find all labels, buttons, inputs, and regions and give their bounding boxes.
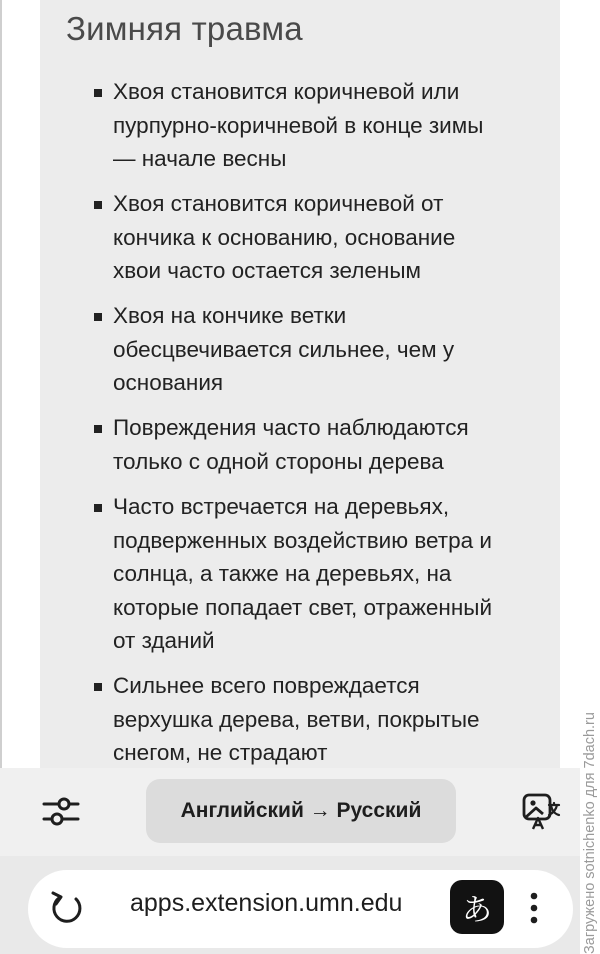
section-title: Зимняя травма (66, 10, 303, 47)
list-item-text: Хвоя становится коричневой или пурпурно-коричневой в конце зимы — начале весны (113, 79, 484, 171)
translate-glyph: あ (462, 893, 492, 928)
watermark-text: Загружено sotnichenko для 7dach.ru (582, 712, 598, 954)
bullet-square-icon (94, 89, 102, 97)
image-translate-icon (519, 789, 563, 833)
list-item-text: Часто встречается на деревьях, подверженных воздействию ветра и солнца, а также на деревьях, на которые попадает свет, отраженный от зданий (113, 494, 493, 653)
image-translate-button[interactable] (519, 789, 563, 833)
bullet-square-icon (94, 425, 102, 433)
bullet-square-icon (94, 201, 102, 209)
reload-icon (47, 885, 87, 929)
list-item-text: Повреждения часто наблюдаются только с одной стороны дерева (113, 415, 469, 474)
reload-button[interactable] (47, 885, 87, 929)
page-translate-button[interactable] (450, 880, 504, 934)
bullet-square-icon (94, 683, 102, 691)
url-text[interactable]: apps.extension.umn.edu (130, 889, 403, 917)
bullet-square-icon (94, 504, 102, 512)
translation-settings-button[interactable] (40, 790, 82, 832)
more-vertical-icon (522, 886, 546, 930)
list-item-text: Хвоя становится коричневой от кончика к основанию, основание хвои часто остается зеленым (113, 191, 456, 283)
list-item-text: Сильнее всего повреждается верхушка дерева, ветви, покрытые снегом, не страдают (113, 673, 480, 765)
bullet-square-icon (94, 313, 102, 321)
more-menu-button[interactable] (522, 886, 546, 930)
list-item-text: Хвоя на кончике ветки обесцвечивается сильнее, чем у основания (113, 303, 455, 395)
sliders-icon (40, 790, 82, 832)
language-pair-button[interactable]: Английский → Русский (146, 779, 456, 843)
